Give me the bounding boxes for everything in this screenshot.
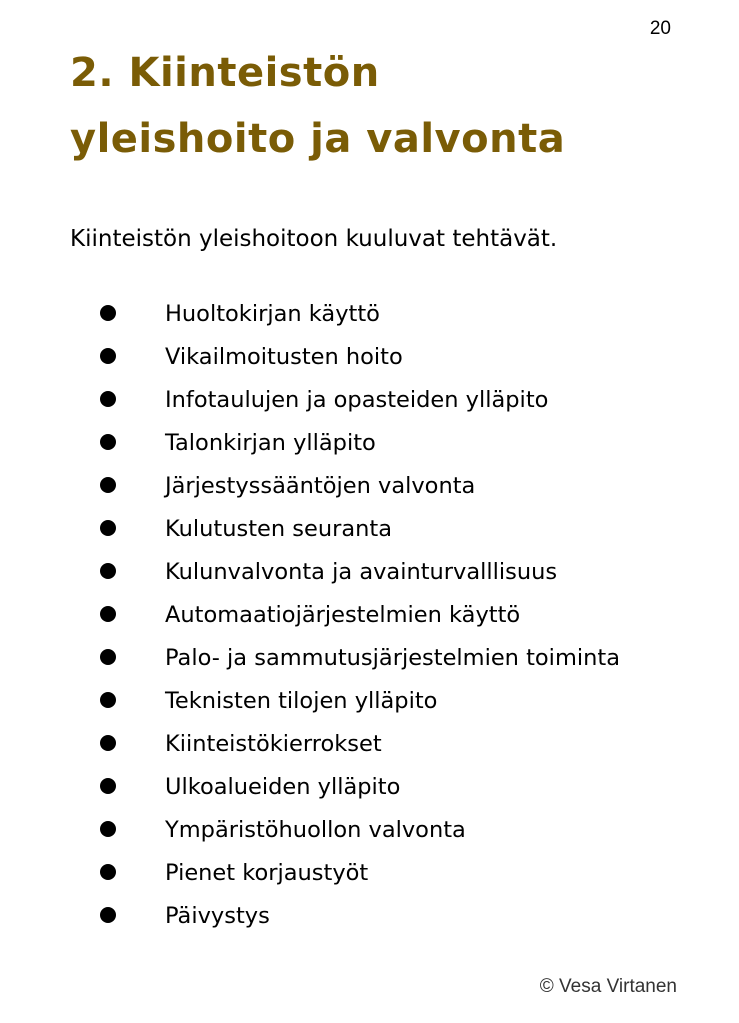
- list-item: [0, 465, 739, 508]
- list-item: [0, 766, 739, 809]
- list-item: [0, 680, 739, 723]
- bullet-icon: [100, 864, 116, 880]
- page-number: 20: [649, 18, 671, 39]
- task-text: Päivystys: [165, 903, 270, 929]
- list-item: [0, 594, 739, 637]
- bullet-icon: [100, 348, 116, 364]
- task-text: Palo- ja sammutusjärjestelmien toiminta: [165, 645, 620, 671]
- task-text: Teknisten tilojen ylläpito: [165, 688, 438, 714]
- bullet-icon: [100, 821, 116, 837]
- task-text: Automaatiojärjestelmien käyttö: [165, 602, 521, 628]
- task-text: Kulutusten seuranta: [165, 516, 393, 542]
- task-text: Pienet korjaustyöt: [165, 860, 369, 886]
- task-text: Järjestyssääntöjen valvonta: [165, 473, 476, 499]
- list-item: [0, 336, 739, 379]
- list-item: [0, 508, 739, 551]
- task-text: Vikailmoitusten hoito: [165, 344, 403, 370]
- bullet-icon: [100, 907, 116, 923]
- bullet-icon: [100, 778, 116, 794]
- bullet-icon: [100, 434, 116, 450]
- task-list: [0, 293, 739, 938]
- intro-text: Kiinteistön yleishoitoon kuuluvat tehtävät.: [70, 226, 558, 252]
- title-line-2: yleishoito ja valvonta: [70, 116, 566, 162]
- bullet-icon: [100, 692, 116, 708]
- list-item: [0, 637, 739, 680]
- list-item: [0, 422, 739, 465]
- list-item: [0, 293, 739, 336]
- task-text: Ympäristöhuollon valvonta: [165, 817, 466, 843]
- list-item: [0, 895, 739, 938]
- list-item: [0, 551, 739, 594]
- copyright-footer: © Vesa Virtanen: [539, 976, 677, 997]
- bullet-icon: [100, 477, 116, 493]
- page-title: [70, 40, 710, 172]
- bullet-icon: [100, 391, 116, 407]
- task-text: Huoltokirjan käyttö: [165, 301, 380, 327]
- task-text: Ulkoalueiden ylläpito: [165, 774, 401, 800]
- bullet-icon: [100, 563, 116, 579]
- bullet-icon: [100, 305, 116, 321]
- title-line-1: 2. Kiinteistön: [70, 50, 380, 96]
- task-text: Talonkirjan ylläpito: [165, 430, 376, 456]
- list-item: [0, 809, 739, 852]
- bullet-icon: [100, 520, 116, 536]
- task-text: Kiinteistökierrokset: [165, 731, 382, 757]
- list-item: [0, 723, 739, 766]
- bullet-icon: [100, 735, 116, 751]
- task-text: Kulunvalvonta ja avainturvalllisuus: [165, 559, 558, 585]
- task-text: Infotaulujen ja opasteiden ylläpito: [165, 387, 549, 413]
- bullet-icon: [100, 606, 116, 622]
- bullet-icon: [100, 649, 116, 665]
- list-item: [0, 379, 739, 422]
- list-item: [0, 852, 739, 895]
